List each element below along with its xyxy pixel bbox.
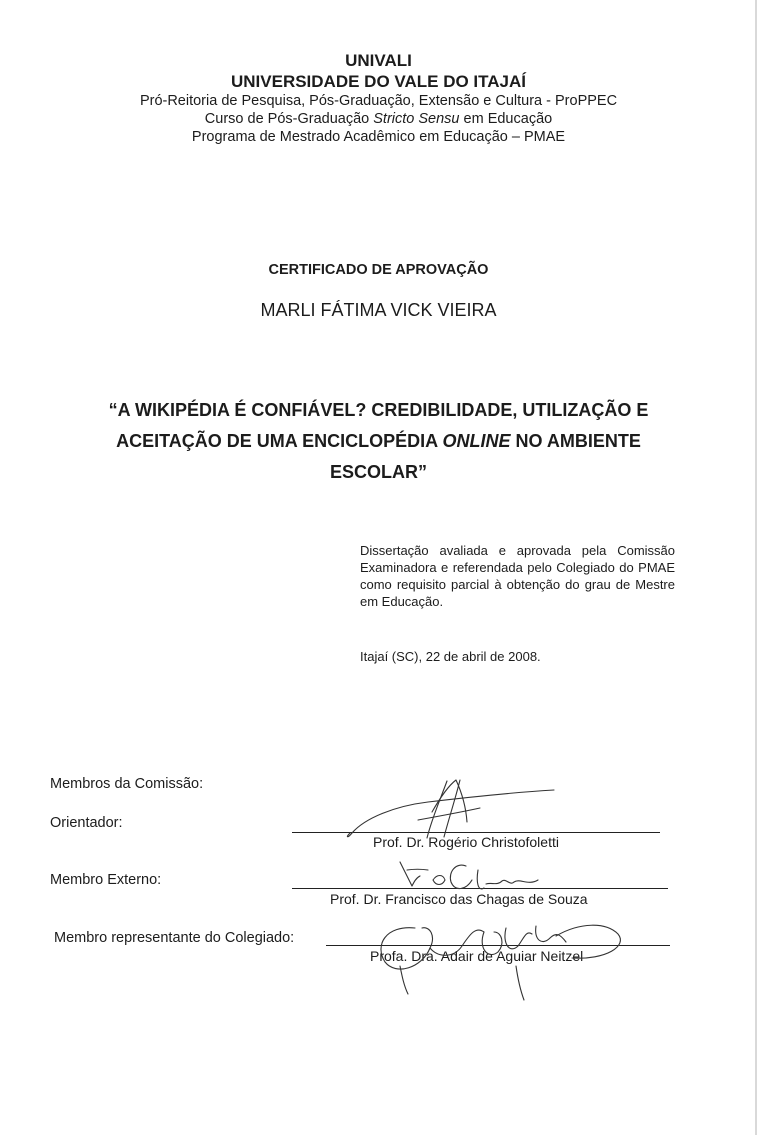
signature-line-orientador (292, 832, 660, 833)
thesis-title (40, 395, 717, 488)
signature-line-colegiado (326, 945, 670, 946)
member-name-orientador: Prof. Dr. Rogério Christofoletti (373, 834, 559, 850)
thesis-title-line-2 (40, 426, 717, 457)
committee-heading: Membros da Comissão: (50, 776, 204, 792)
thesis-title-line-1: “A WIKIPÉDIA É CONFIÁVEL? CREDIBILIDADE, UTILIZAÇÃO E (108, 400, 649, 420)
place-date: Itajaí (SC), 22 de abril de 2008. (360, 649, 541, 664)
signature-line-externo (292, 888, 668, 889)
certificate-title: CERTIFICADO DE APROVAÇÃO (268, 262, 489, 278)
org-short-name: UNIVALI (345, 51, 412, 70)
org-full-name: UNIVERSIDADE DO VALE DO ITAJAÍ (230, 72, 526, 91)
thesis-line-2-suffix: NO AMBIENTE (510, 431, 641, 451)
signature-externo (400, 862, 538, 889)
signature-orientador (347, 780, 554, 838)
course-prefix: Curso de Pós-Graduação (204, 111, 374, 127)
role-membro-externo: Membro Externo: (50, 872, 162, 888)
prorectorate-line: Pró-Reitoria de Pesquisa, Pós-Graduação, Extensão e Cultura - ProPPEC (139, 93, 618, 109)
author-name: MARLI FÁTIMA VICK VIEIRA (260, 300, 497, 320)
course-italic: Stricto Sensu (373, 111, 460, 127)
thesis-line-2-italic: ONLINE (442, 431, 511, 451)
member-name-externo: Prof. Dr. Francisco das Chagas de Souza (330, 891, 588, 907)
course-suffix: em Educação (459, 111, 553, 127)
program-line: Programa de Mestrado Acadêmico em Educação – PMAE (191, 129, 566, 145)
thesis-line-2-prefix: ACEITAÇÃO DE UMA ENCICLOPÉDIA (116, 431, 443, 451)
thesis-title-line-3: ESCOLAR” (329, 462, 427, 482)
role-colegiado: Membro representante do Colegiado: (54, 930, 295, 946)
approval-statement: Dissertação avaliada e aprovada pela Comissão Examinadora e referendada pelo Colegiado do PMAE como requisito parcial à obtenção do grau de Mestre em Educação. (360, 543, 675, 609)
member-name-colegiado: Profa. Dra. Adair de Aguiar Neitzel (370, 948, 584, 964)
institution-header (0, 50, 757, 146)
course-line (0, 110, 757, 128)
role-orientador: Orientador: (50, 815, 123, 831)
